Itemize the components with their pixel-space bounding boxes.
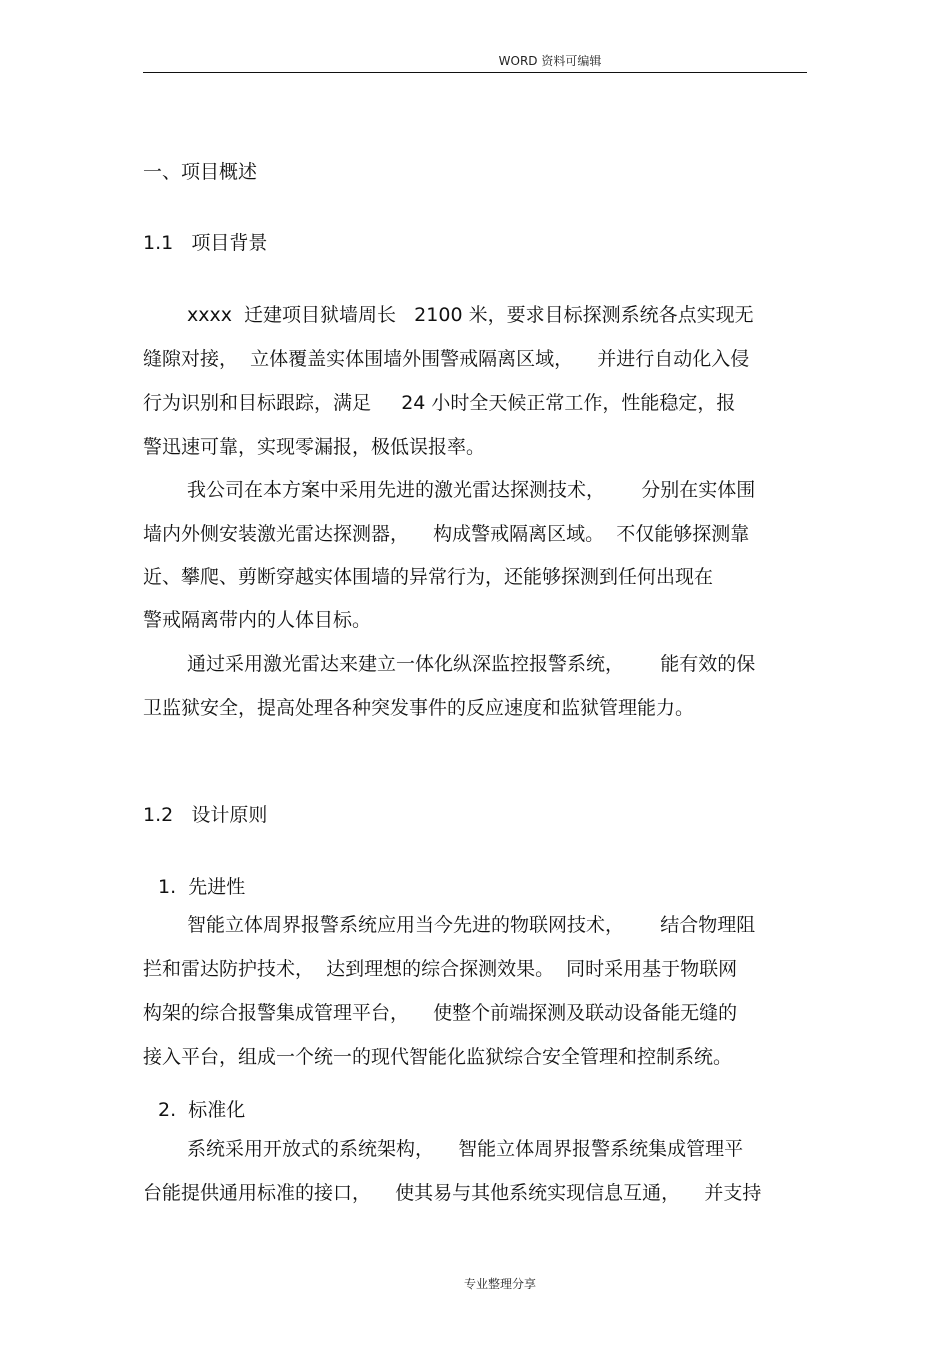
paragraph-line: 警迅速可靠，实现零漏报，极低误报率。 [143, 436, 486, 458]
paragraph-line: 构架的综合报警集成管理平台， 使整个前端探测及联动设备能无缝的 [143, 1002, 738, 1024]
paragraph-line: 我公司在本方案中采用先进的激光雷达探测技术， 分别在实体围 [187, 479, 756, 501]
header-divider [143, 72, 807, 73]
paragraph-line: 系统采用开放式的系统架构， 智能立体周界报警系统集成管理平 [187, 1138, 744, 1160]
paragraph-line: xxxx 迁建项目狱墙周长 2100 米，要求目标探测系统各点实现无 [187, 304, 754, 326]
subsection-heading: 1.2 设计原则 [143, 804, 268, 826]
paragraph-line: 通过采用激光雷达来建立一体化纵深监控报警系统， 能有效的保 [187, 653, 756, 675]
paragraph-line: 行为识别和目标跟踪，满足 24 小时全天候正常工作，性能稳定，报 [143, 392, 736, 414]
page-footer: 专业整理分享 [463, 1277, 536, 1291]
paragraph-line: 警戒隔离带内的人体目标。 [143, 609, 372, 631]
paragraph-line: 台能提供通用标准的接口， 使其易与其他系统实现信息互通， 并支持 [143, 1182, 762, 1204]
section-heading: 一、项目概述 [143, 161, 258, 183]
paragraph-line: 缝隙对接， 立体覆盖实体围墙外围警戒隔离区域， 并进行自动化入侵 [143, 348, 750, 370]
header-text: WORD 资料可编辑 [498, 54, 602, 68]
paragraph-line: 墙内外侧安装激光雷达探测器， 构成警戒隔离区域。 不仅能够探测靠 [143, 523, 750, 545]
paragraph-line: 接入平台，组成一个统一的现代智能化监狱综合安全管理和控制系统。 [143, 1046, 733, 1068]
paragraph-line: 近、攀爬、剪断穿越实体围墙的异常行为，还能够探测到任何出现在 [143, 566, 714, 588]
paragraph-line: 智能立体周界报警系统应用当今先进的物联网技术， 结合物理阻 [187, 914, 756, 936]
paragraph-line: 拦和雷达防护技术， 达到理想的综合探测效果。 同时采用基于物联网 [143, 958, 738, 980]
list-item-heading: 2. 标准化 [158, 1099, 246, 1121]
list-item-heading: 1. 先进性 [158, 876, 246, 898]
paragraph-line: 卫监狱安全，提高处理各种突发事件的反应速度和监狱管理能力。 [143, 697, 695, 719]
subsection-heading: 1.1 项目背景 [143, 232, 268, 254]
